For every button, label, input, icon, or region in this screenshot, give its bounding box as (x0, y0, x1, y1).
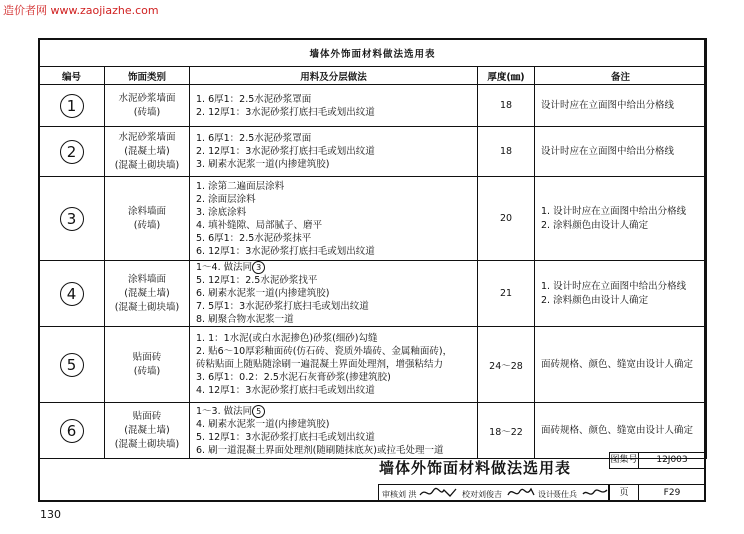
header-notes: 备注 (535, 67, 707, 85)
material-line: 5. 12厚1：3水泥砂浆打底扫毛或划出纹道 (196, 431, 375, 443)
page-code: F29 (638, 484, 706, 502)
check-label: 校对 (462, 490, 478, 499)
review-label: 审核 (382, 490, 398, 499)
header-materials: 用料及分层做法 (190, 67, 478, 85)
reviewer-signature (418, 485, 458, 501)
page-label: 页 (609, 484, 639, 502)
material-line: 1. 1：1水泥(或白水泥掺色)砂浆(细砂)勾缝 (196, 333, 378, 344)
note-line: 1. 设计时应在立面图中给出分格线 (541, 280, 687, 292)
header-no: 编号 (39, 67, 105, 85)
checker-signature (506, 483, 536, 501)
thickness-cell: 18 (478, 127, 535, 177)
row-number: 3 (60, 207, 84, 231)
atlas-number: 12J003 (638, 452, 706, 469)
material-line: 1. 涂第二遍面层涂料 (196, 180, 285, 192)
material-line: 6. 12厚1：3水泥砂浆打底扫毛或划出纹道 (196, 245, 375, 257)
thickness-cell: 18 (478, 85, 535, 127)
material-line: 1. 6厚1：2.5水泥砂浆罩面 (196, 133, 312, 144)
header-category: 饰面类别 (105, 67, 190, 85)
table-title: 墙体外饰面材料做法选用表 (39, 39, 707, 67)
reviewer-name: 刘 洪 (398, 490, 417, 499)
material-line: 2. 12厚1：3水泥砂浆打底扫毛或划出纹道 (196, 106, 375, 118)
category-line: (混凝土砌块墙) (114, 301, 180, 313)
material-line: 2. 贴6～10厚彩釉面砖(仿石砖、瓷质外墙砖、金属釉面砖)， (196, 346, 453, 357)
note-line: 2. 涂料颜色由设计人确定 (541, 294, 649, 306)
watermark: 造价者网 www.zaojiazhe.com (3, 4, 159, 17)
note-line: 2. 涂料颜色由设计人确定 (541, 219, 649, 231)
header-thickness: 厚度(㎜) (478, 67, 535, 85)
footer-title: 墙体外饰面材料做法选用表 (378, 459, 571, 477)
category-line: 贴面砖 (132, 351, 162, 363)
category-line: (混凝土墙) (124, 287, 170, 299)
material-line: 砖粘贴面上随贴随涂刷一遍混凝土界面处理剂，增强粘结力 (196, 359, 444, 370)
row-number: 4 (60, 282, 84, 306)
material-line: 2. 12厚1：3水泥砂浆打底扫毛或划出纹道 (196, 146, 375, 157)
row-number: 5 (60, 353, 84, 377)
atlas-label: 图集号 (609, 452, 639, 469)
reference-number: 5 (252, 405, 265, 418)
category-line: 涂料墙面 (127, 273, 166, 285)
note-line: 面砖规格、颜色、缝宽由设计人确定 (541, 358, 694, 370)
checker-name: 刘俊吉 (478, 490, 502, 499)
drawing-frame (38, 38, 706, 502)
material-line: 2. 涂面层涂料 (196, 193, 256, 205)
category-line: (混凝土墙) (124, 145, 170, 157)
thickness-cell: 21 (478, 261, 535, 327)
category-line: (混凝土砌块墙) (114, 159, 180, 171)
material-line: 4. 刷素水泥浆一道(内掺建筑胶) (196, 418, 330, 430)
category-line: (砖墙) (133, 365, 161, 377)
material-line: 6. 刷一道混凝土界面处理剂(随刷随抹底灰)或拉毛处理一道 (196, 444, 444, 456)
design-label: 设计 (538, 490, 554, 499)
material-line: 3. 涂底涂料 (196, 206, 247, 218)
category-line: 贴面砖 (132, 410, 162, 422)
page-number: 130 (40, 508, 61, 521)
note-line: 面砖规格、颜色、缝宽由设计人确定 (541, 424, 694, 436)
note-line: 设计时应在立面图中给出分格线 (541, 99, 675, 111)
category-line: 水泥砂浆墙面 (118, 92, 176, 104)
category-line: (砖墙) (133, 106, 161, 118)
material-line: 3. 刷素水泥浆一道(内掺建筑胶) (196, 159, 330, 170)
thickness-cell: 18～22 (478, 403, 535, 459)
thickness-cell: 20 (478, 177, 535, 261)
designer-signature (581, 485, 609, 501)
material-ref-text: 1～3. 做法同 (196, 405, 253, 417)
note-line: 设计时应在立面图中给出分格线 (541, 145, 675, 157)
designer-name: 聂仕兵 (553, 490, 577, 499)
note-line: 1. 设计时应在立面图中给出分格线 (541, 205, 687, 217)
material-line: 5. 12厚1：2.5水泥砂浆找平 (196, 275, 318, 286)
material-line: 1. 6厚1：2.5水泥砂浆罩面 (196, 93, 312, 105)
row-number: 2 (60, 140, 84, 164)
thickness-cell: 24～28 (478, 327, 535, 403)
category-line: 涂料墙面 (127, 205, 166, 217)
material-line: 6. 刷素水泥浆一道(内掺建筑胶) (196, 288, 330, 299)
row-number: 1 (60, 94, 84, 118)
material-line: 7. 5厚1：3水泥砂浆打底扫毛或划出纹道 (196, 301, 369, 312)
category-line: (砖墙) (133, 219, 161, 231)
material-line: 8. 刷聚合物水泥浆一道 (196, 314, 294, 325)
reference-number: 3 (252, 261, 265, 274)
material-line: 3. 6厚1：0.2：2.5水泥石灰膏砂浆(掺建筑胶) (196, 372, 391, 383)
material-line: 4. 12厚1：3水泥砂浆打底扫毛或划出纹道 (196, 385, 375, 396)
category-line: (混凝土砌块墙) (114, 438, 180, 450)
category-line: 水泥砂浆墙面 (118, 131, 176, 143)
material-ref-text: 1～4. 做法同 (196, 262, 253, 273)
material-line: 5. 6厚1：2.5水泥砂浆抹平 (196, 232, 312, 244)
row-number: 6 (60, 419, 84, 443)
category-line: (混凝土墙) (124, 424, 170, 436)
material-line: 4. 填补缝隙、局部腻子、磨平 (196, 219, 323, 231)
